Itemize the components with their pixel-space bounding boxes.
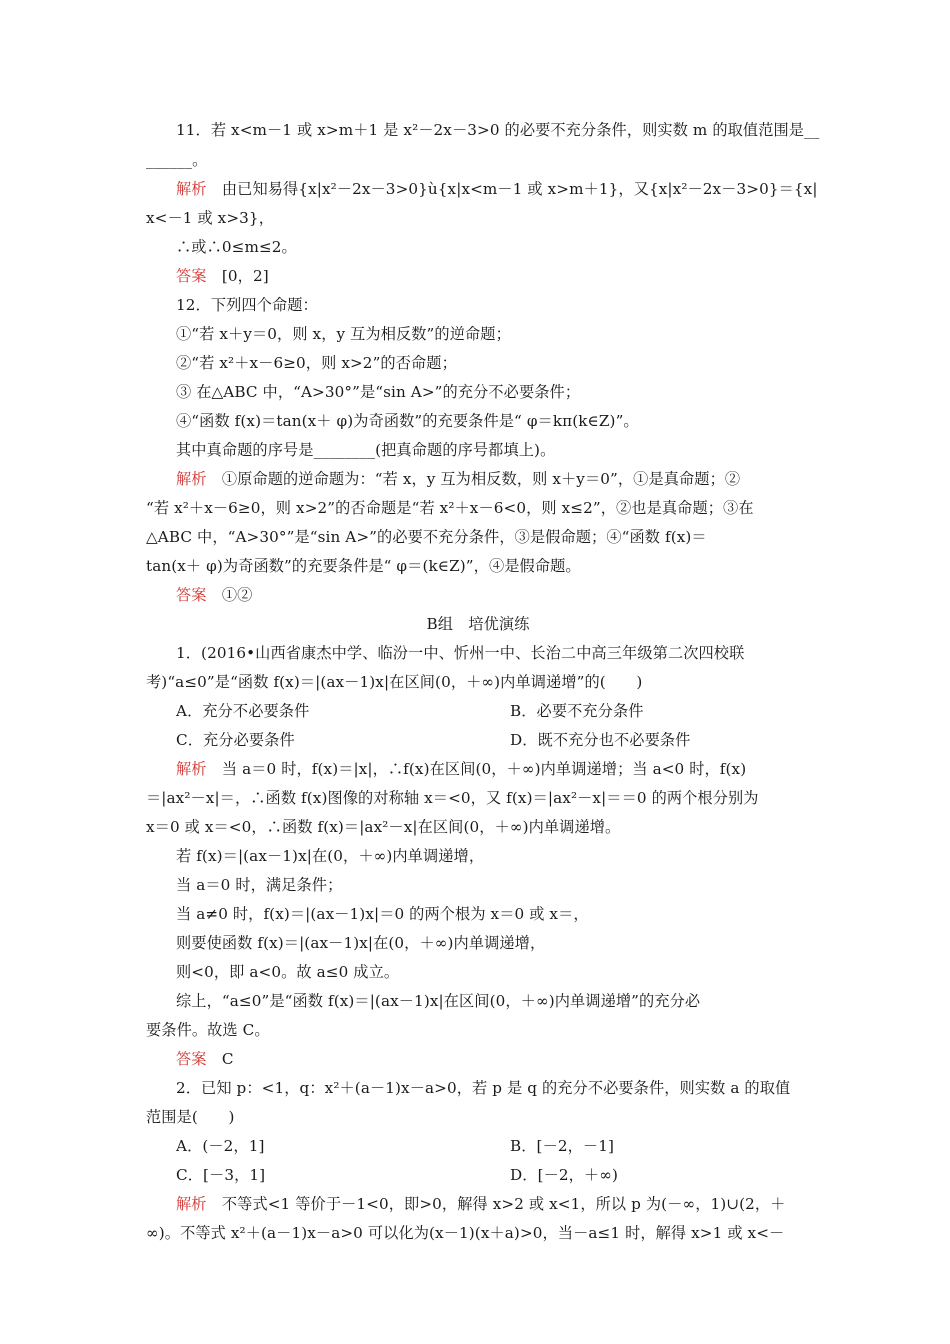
b1-solution-line1: 解析 当 a＝0 时，f(x)＝|x|，∴f(x)在区间(0，＋∞)内单调递增；当 a<0 时，f(x) bbox=[176, 760, 747, 778]
b1-solution-line9: 综上，“a≤0”是“函数 f(x)＝|(ax－1)x|在区间(0，＋∞)内单调递增”的充分必 bbox=[176, 992, 701, 1010]
b1-solution-line10: 要条件。故选 C。 bbox=[146, 1021, 270, 1039]
b2-solution-line2: ∞)。不等式 x²＋(a－1)x－a>0 可以化为(x－1)(x＋a)>0，当－a≤1 时，解得 x>1 或 x<－ bbox=[146, 1224, 785, 1242]
b1-options-row2 bbox=[176, 730, 810, 750]
b1-stem-line2: 考)“a≤0”是“函数 f(x)＝|(ax－1)x|在区间(0，＋∞)内单调递增”的( ) bbox=[146, 673, 643, 691]
q12-solution-line2: “若 x²＋x－6≥0，则 x>2”的否命题是“若 x²＋x－6<0，则 x≤2”，②也是真命题；③在 bbox=[146, 499, 754, 517]
q12-solution-line4: tan(x＋ φ)为奇函数”的充要条件是“ φ＝(k∈Z)”，④是假命题。 bbox=[146, 557, 581, 575]
q12-item4: ④“函数 f(x)＝tan(x＋ φ)为奇函数”的充要条件是“ φ＝kπ(k∈Z)”。 bbox=[176, 412, 639, 430]
b2-options-row1 bbox=[176, 1136, 810, 1156]
answer-label: 答案 bbox=[176, 586, 207, 604]
q12-solution-line3: △ABC 中，“A>30°”是“sin A>”的必要不充分条件，③是假命题；④“函数 f(x)＝ bbox=[146, 528, 707, 546]
q11-solution-line1: 解析 由已知易得{x|x²－2x－3>0}ù{x|x<m－1 或 x>m＋1}，又{x|x²－2x－3>0}＝{x| bbox=[176, 180, 818, 198]
b1-solution-line5: 当 a＝0 时，满足条件； bbox=[176, 876, 343, 894]
q12-answer: 答案 ①② bbox=[176, 586, 253, 604]
solution-label: 解析 bbox=[176, 1195, 207, 1213]
option-d: D．[－2，＋∞) bbox=[510, 1166, 618, 1184]
solution-label: 解析 bbox=[176, 180, 207, 198]
b1-solution-line3: x＝0 或 x＝<0，∴函数 f(x)＝|ax²－x|在区间(0，＋∞)内单调递增。 bbox=[146, 818, 621, 836]
section-heading: B组 培优演练 bbox=[426, 615, 530, 633]
answer-label: 答案 bbox=[176, 267, 207, 285]
b1-solution-line6: 当 a≠0 时，f(x)＝|(ax－1)x|＝0 的两个根为 x＝0 或 x＝， bbox=[176, 905, 589, 923]
q12-item3: ③ 在△ABC 中，“A>30°”是“sin A>”的充分不必要条件； bbox=[176, 383, 581, 401]
q11-answer: 答案 [0，2] bbox=[176, 267, 269, 285]
q12-stem: 12．下列四个命题： bbox=[176, 296, 318, 314]
q11-stem: 11．若 x<m－1 或 x>m＋1 是 x²－2x－3>0 的必要不充分条件，则实数 m 的取值范围是__ bbox=[176, 121, 820, 139]
b1-solution-line8: 则<0，即 a<0。故 a≤0 成立。 bbox=[176, 963, 400, 981]
q12-item1: ①“若 x＋y＝0，则 x，y 互为相反数”的逆命题； bbox=[176, 325, 511, 343]
b1-stem-line1: 1．(2016•山西省康杰中学、临汾一中、忻州一中、长治二中高三年级第二次四校联 bbox=[176, 644, 745, 662]
q11-blank: ______。 bbox=[146, 151, 208, 169]
b2-options-row2 bbox=[176, 1165, 810, 1185]
option-d: D．既不充分也不必要条件 bbox=[510, 731, 691, 749]
option-a: A．(－2，1] bbox=[176, 1137, 265, 1155]
q11-solution-line3: ∴或∴0≤m≤2。 bbox=[176, 238, 297, 256]
option-b: B．必要不充分条件 bbox=[510, 702, 644, 720]
b2-stem-line1: 2．已知 p：<1，q：x²＋(a－1)x－a>0，若 p 是 q 的充分不必要条件，则实数 a 的取值 bbox=[176, 1079, 791, 1097]
b2-stem-line2: 范围是( ) bbox=[146, 1108, 235, 1126]
q12-item2: ②“若 x²＋x－6≥0，则 x>2”的否命题； bbox=[176, 354, 457, 372]
b1-answer: 答案 C bbox=[176, 1050, 234, 1068]
q12-question: 其中真命题的序号是________(把真命题的序号都填上)。 bbox=[176, 441, 556, 459]
b1-solution-line4: 若 f(x)＝|(ax－1)x|在(0，＋∞)内单调递增， bbox=[176, 847, 485, 865]
solution-label: 解析 bbox=[176, 470, 207, 488]
q12-solution-line1: 解析 ①原命题的逆命题为：“若 x，y 互为相反数，则 x＋y＝0”，①是真命题；② bbox=[176, 470, 741, 488]
q11-solution-line2: x<－1 或 x>3}， bbox=[146, 209, 274, 227]
option-b: B．[－2，－1] bbox=[510, 1137, 614, 1155]
option-c: C．[－3，1] bbox=[176, 1166, 266, 1184]
option-a: A．充分不必要条件 bbox=[176, 702, 310, 720]
b1-options-row1 bbox=[176, 701, 810, 721]
b1-solution-line7: 则要使函数 f(x)＝|(ax－1)x|在(0，＋∞)内单调递增， bbox=[176, 934, 546, 952]
b1-solution-line2: ＝|ax²－x|＝，∴函数 f(x)图像的对称轴 x＝<0，又 f(x)＝|ax²－x|＝＝0 的两个根分别为 bbox=[146, 789, 759, 807]
solution-label: 解析 bbox=[176, 760, 207, 778]
option-c: C．充分必要条件 bbox=[176, 731, 295, 749]
b2-solution-line1: 解析 不等式<1 等价于－1<0，即>0，解得 x>2 或 x<1，所以 p 为(－∞，1)∪(2，＋ bbox=[176, 1195, 786, 1213]
answer-label: 答案 bbox=[176, 1050, 207, 1068]
